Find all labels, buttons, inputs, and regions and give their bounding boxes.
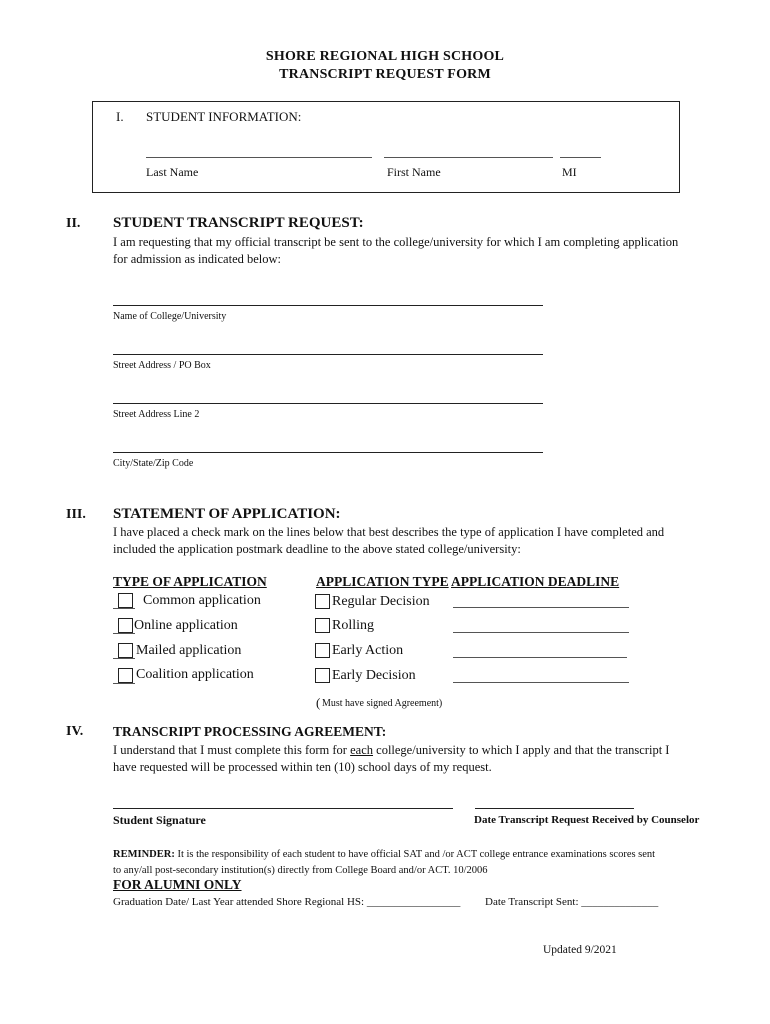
common-application-checkbox[interactable] — [118, 593, 133, 608]
graduation-date-field[interactable]: _________________ — [366, 896, 461, 908]
date-received-field[interactable] — [475, 808, 634, 809]
online-application-checkbox[interactable] — [118, 618, 133, 633]
school-name: SHORE REGIONAL HIGH SCHOOL — [265, 49, 505, 64]
section3-numeral: III. — [66, 507, 86, 522]
checkbox-underline — [113, 683, 135, 684]
checkbox-underline — [113, 633, 135, 634]
application-deadline-header: APPLICATION DEADLINE — [451, 574, 620, 589]
city-state-zip-field[interactable] — [113, 452, 543, 453]
reminder-line2: to any/all post-secondary institution(s) directly from College Board and/or ACT. 10/2006 — [113, 865, 488, 876]
rolling-label: Rolling — [332, 618, 375, 633]
student-signature-field[interactable] — [113, 808, 453, 809]
application-type-header: APPLICATION TYPE — [316, 574, 449, 589]
first-name-label: First Name — [387, 165, 441, 179]
mailed-application-checkbox[interactable] — [118, 643, 133, 658]
online-application-label: Online application — [134, 618, 238, 633]
deadline-field-4[interactable] — [453, 682, 629, 683]
agreement-note: Must have signed Agreement) — [322, 698, 443, 709]
early-decision-checkbox[interactable] — [315, 668, 330, 683]
early-action-checkbox[interactable] — [315, 643, 330, 658]
section2-title: STUDENT TRANSCRIPT REQUEST: — [113, 215, 364, 231]
street-address-2-field[interactable] — [113, 403, 543, 404]
type-of-application-header: TYPE OF APPLICATION — [113, 574, 267, 589]
date-received-label: Date Transcript Request Received by Counselor — [474, 814, 700, 826]
city-state-zip-label: City/State/Zip Code — [113, 458, 194, 469]
section3-text-line1: I have placed a check mark on the lines below that best describes the type of application I have completed and — [113, 525, 665, 539]
section1-numeral: I. — [116, 109, 124, 124]
date-sent-row: Date Transcript Sent: ______________ — [485, 896, 659, 908]
college-name-label: Name of College/University — [113, 311, 227, 322]
section4-title: TRANSCRIPT PROCESSING AGREEMENT: — [113, 724, 387, 739]
street-address-field[interactable] — [113, 354, 543, 355]
mailed-application-label: Mailed application — [136, 643, 242, 658]
section2-numeral: II. — [66, 216, 81, 231]
section2-text-line1: I am requesting that my official transcript be sent to the college/university for which I am completing application — [113, 235, 679, 249]
section1-title: STUDENT INFORMATION: — [146, 109, 302, 124]
last-name-field[interactable] — [146, 157, 372, 158]
updated-date: Updated 9/2021 — [543, 944, 617, 956]
student-signature-label: Student Signature — [113, 813, 206, 827]
early-decision-label: Early Decision — [332, 668, 416, 683]
early-action-label: Early Action — [332, 643, 404, 658]
section3-text-line2: included the application postmark deadline to the above stated college/university: — [113, 542, 521, 556]
street-address-label: Street Address / PO Box — [113, 360, 211, 371]
college-name-field[interactable] — [113, 305, 543, 306]
last-name-label: Last Name — [146, 165, 199, 179]
coalition-application-checkbox[interactable] — [118, 668, 133, 683]
section4-numeral: IV. — [66, 724, 84, 739]
reminder-line1: REMINDER: It is the responsibility of each student to have official SAT and /or ACT college entrance examinations scores sent — [113, 849, 656, 860]
mi-field[interactable] — [560, 157, 601, 158]
regular-decision-checkbox[interactable] — [315, 594, 330, 609]
common-application-label: Common application — [143, 593, 261, 608]
deadline-field-1[interactable] — [453, 607, 629, 608]
section2-text-line2: for admission as indicated below: — [113, 252, 282, 266]
rolling-checkbox[interactable] — [315, 618, 330, 633]
section4-text-line1: I understand that I must complete this form for each college/university to which I apply and that the transcript I — [113, 743, 670, 757]
form-title: TRANSCRIPT REQUEST FORM — [279, 67, 491, 82]
mi-label: MI — [562, 165, 577, 179]
alumni-title: FOR ALUMNI ONLY — [113, 877, 242, 892]
agreement-note-paren: ( — [316, 695, 321, 710]
deadline-field-2[interactable] — [453, 632, 629, 633]
graduation-date-row: Graduation Date/ Last Year attended Shore Regional HS: _________________ — [113, 896, 461, 908]
coalition-application-label: Coalition application — [136, 667, 254, 682]
checkbox-underline — [113, 658, 135, 659]
date-sent-field[interactable]: ______________ — [581, 896, 659, 908]
section4-text-line2: have requested will be processed within ten (10) school days of my request. — [113, 760, 492, 774]
regular-decision-label: Regular Decision — [332, 594, 430, 609]
street-address-2-label: Street Address Line 2 — [113, 409, 200, 420]
first-name-field[interactable] — [384, 157, 553, 158]
section3-title: STATEMENT OF APPLICATION: — [113, 506, 341, 522]
deadline-field-3[interactable] — [453, 657, 627, 658]
checkbox-underline — [113, 608, 135, 609]
